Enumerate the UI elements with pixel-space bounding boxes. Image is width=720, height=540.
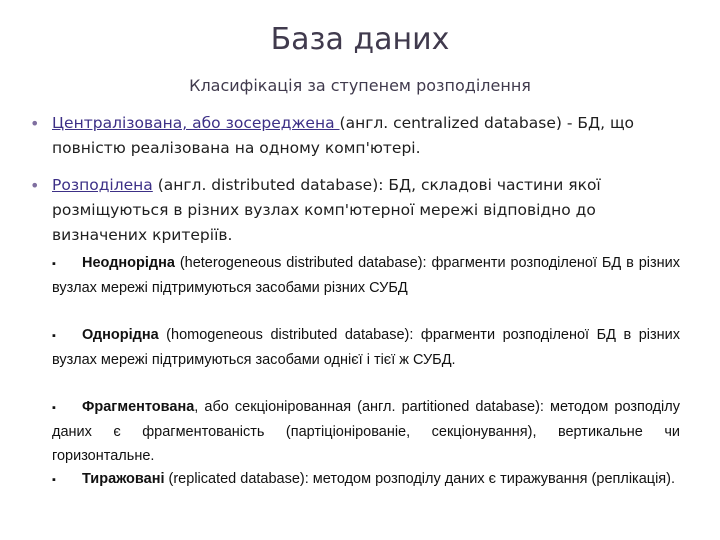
sub-item-term: Фрагментована bbox=[82, 399, 195, 415]
sub-item-homogeneous bbox=[52, 323, 680, 372]
sub-item-term: Однорідна bbox=[82, 327, 159, 343]
bullet-marker: • bbox=[30, 114, 40, 133]
bullet-term: Централізована, або зосереджена bbox=[52, 114, 340, 132]
bullet-marker: • bbox=[30, 176, 40, 195]
bullet-term: Розподілена bbox=[52, 176, 153, 194]
square-bullet-icon: ▪ bbox=[52, 402, 56, 414]
sub-item-description: (replicated database): методом розподілу даних є тиражування (реплікація). bbox=[164, 471, 676, 487]
bullet-text bbox=[52, 173, 690, 248]
square-bullet-icon: ▪ bbox=[52, 258, 56, 270]
sub-item-description: (heterogeneous distributed database): фрагменти розподіленої БД в різних вузлах мережі підтримуються засобами різних СУБД bbox=[52, 255, 680, 296]
bullet-description: (англ. distributed database): БД, складові частини якої розміщуються в різних вузлах комп'ютерної мережі відповідно до визначених критеріїв. bbox=[52, 176, 601, 244]
bullet-centralized bbox=[30, 111, 690, 161]
sub-item-description: , або секціонірованная (англ. partitioned database): методом розподілу даних є фрагментованість (партіціонірованіе, секціонування), вертикальне чи горизонтальне. bbox=[52, 399, 680, 464]
bullet-description: (англ. centralized database) - БД, що повністю реалізована на одному комп'ютері. bbox=[52, 114, 635, 157]
sub-item-partitioned bbox=[52, 395, 680, 468]
page-subtitle: Класифікація за ступенем розподілення bbox=[189, 76, 531, 95]
sub-item-term: Тиражовані bbox=[82, 471, 165, 487]
sub-item-replicated bbox=[52, 467, 680, 492]
sub-item-heterogeneous bbox=[52, 251, 680, 300]
square-bullet-icon: ▪ bbox=[52, 330, 56, 342]
sub-item-term: Неоднорідна bbox=[82, 255, 175, 271]
bullet-distributed bbox=[30, 173, 690, 248]
bullet-text bbox=[52, 111, 690, 161]
page-title: База даних bbox=[270, 22, 450, 57]
sub-item-description: (homogeneous distributed database): фрагменти розподіленої БД в різних вузлах мережі підтримуються засобами однієї і тієї ж СУБД. bbox=[52, 327, 680, 368]
square-bullet-icon: ▪ bbox=[52, 474, 56, 486]
